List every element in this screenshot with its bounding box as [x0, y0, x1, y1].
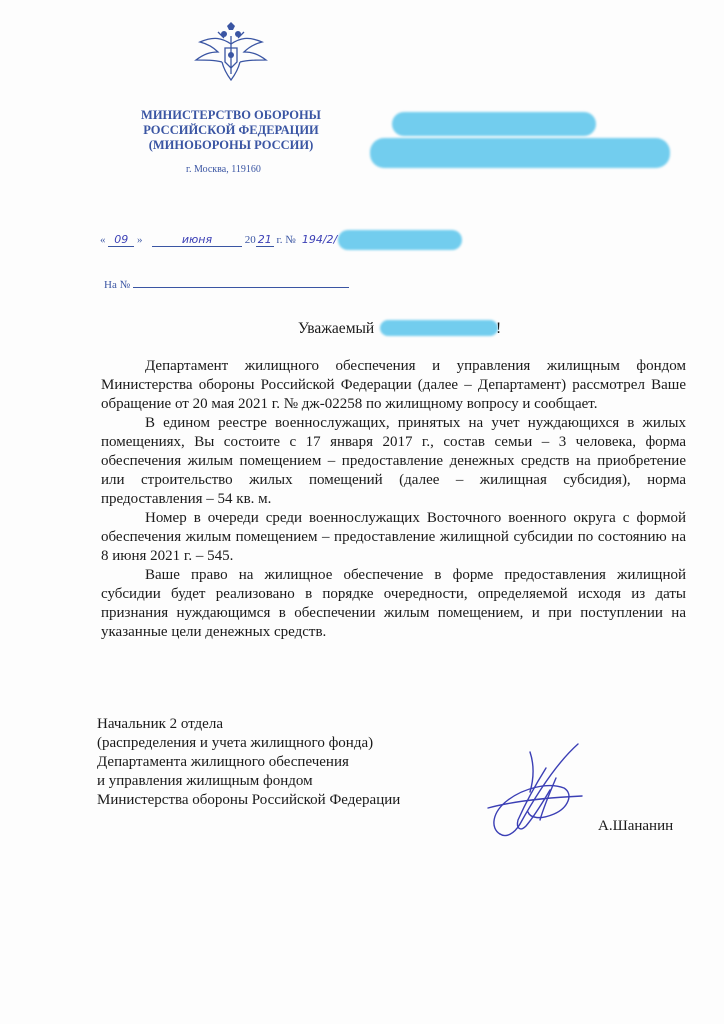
- signatory-title: [97, 715, 400, 810]
- handwritten-signature: [470, 738, 600, 848]
- org-line-2: РОССИЙСКОЙ ФЕДЕРАЦИИ: [143, 123, 319, 137]
- reference-line: [104, 277, 349, 291]
- sig-line-4: и управления жилищным фондом: [97, 773, 313, 789]
- redacted-recipient-line-1: [392, 112, 596, 136]
- year-label: г.: [276, 234, 283, 246]
- paragraph-2: В едином реестре военнослужащих, принятых на учет нуждающихся в жилых помещениях, Вы состоите с 17 января 2017 г., состав семьи – 3 человека, форма обеспечения жилым помещением – предоставление денежных средств на приобретение или строительство жилых помещений (далее – жилищная субсидия), норма предоставления – 54 кв. м.: [101, 415, 686, 507]
- number-label: №: [285, 234, 296, 246]
- greeting-end: !: [496, 320, 502, 337]
- greeting-text: Уважаемый: [298, 320, 375, 337]
- organization-name: [118, 108, 344, 153]
- paragraph-4: Ваше право на жилищное обеспечение в форме предоставления жилищной субсидии будет реализовано в порядке очередности, определяемой исходя из даты признания нуждающимся в обеспечении жилым помещением, и при поступлении на указанные цели денежных средств.: [101, 567, 686, 640]
- paragraph-1: Департамент жилищного обеспечения и управления жилищным фондом Министерства обороны Российской Федерации (далее – Департамент) рассмотрел Ваше обращение от 20 мая 2021 г. № дж-02258 по жилищному вопросу и сообщает.: [101, 358, 686, 412]
- sig-line-3: Департамента жилищного обеспечения: [97, 754, 349, 770]
- double-headed-eagle-emblem: [186, 22, 276, 88]
- document-number: 194/2/: [301, 233, 338, 246]
- city-address: г. Москва, 119160: [186, 164, 261, 175]
- redacted-document-number: [338, 230, 462, 250]
- reference-label: На №: [104, 279, 131, 291]
- org-line-1: МИНИСТЕРСТВО ОБОРОНЫ: [141, 108, 321, 122]
- greeting: [298, 320, 502, 338]
- date-number-line: [100, 233, 341, 247]
- date-month: июня: [152, 233, 242, 247]
- redacted-recipient-name: [380, 320, 498, 336]
- sig-line-2: (распределения и учета жилищного фонда): [97, 735, 374, 751]
- open-quote: «: [100, 234, 106, 246]
- sig-line-1: Начальник 2 отдела: [97, 716, 223, 732]
- year-suffix: 21: [257, 233, 272, 246]
- signer-name: А.Шананин: [598, 818, 674, 834]
- close-quote: »: [137, 234, 143, 246]
- org-line-3: (МИНОБОРОНЫ РОССИИ): [148, 138, 314, 152]
- reference-blank: [133, 277, 349, 288]
- year-prefix: 20: [244, 234, 256, 246]
- date-day: 09: [108, 233, 134, 247]
- redacted-recipient-line-2: [370, 138, 670, 168]
- letter-body: [101, 357, 686, 642]
- paragraph-3: Номер в очереди среди военнослужащих Восточного военного округа с формой обеспечения жилым помещением – предоставление жилищной субсидии по состоянию на 8 июня 2021 г. – 545.: [101, 510, 686, 564]
- sig-line-5: Министерства обороны Российской Федерации: [97, 792, 401, 808]
